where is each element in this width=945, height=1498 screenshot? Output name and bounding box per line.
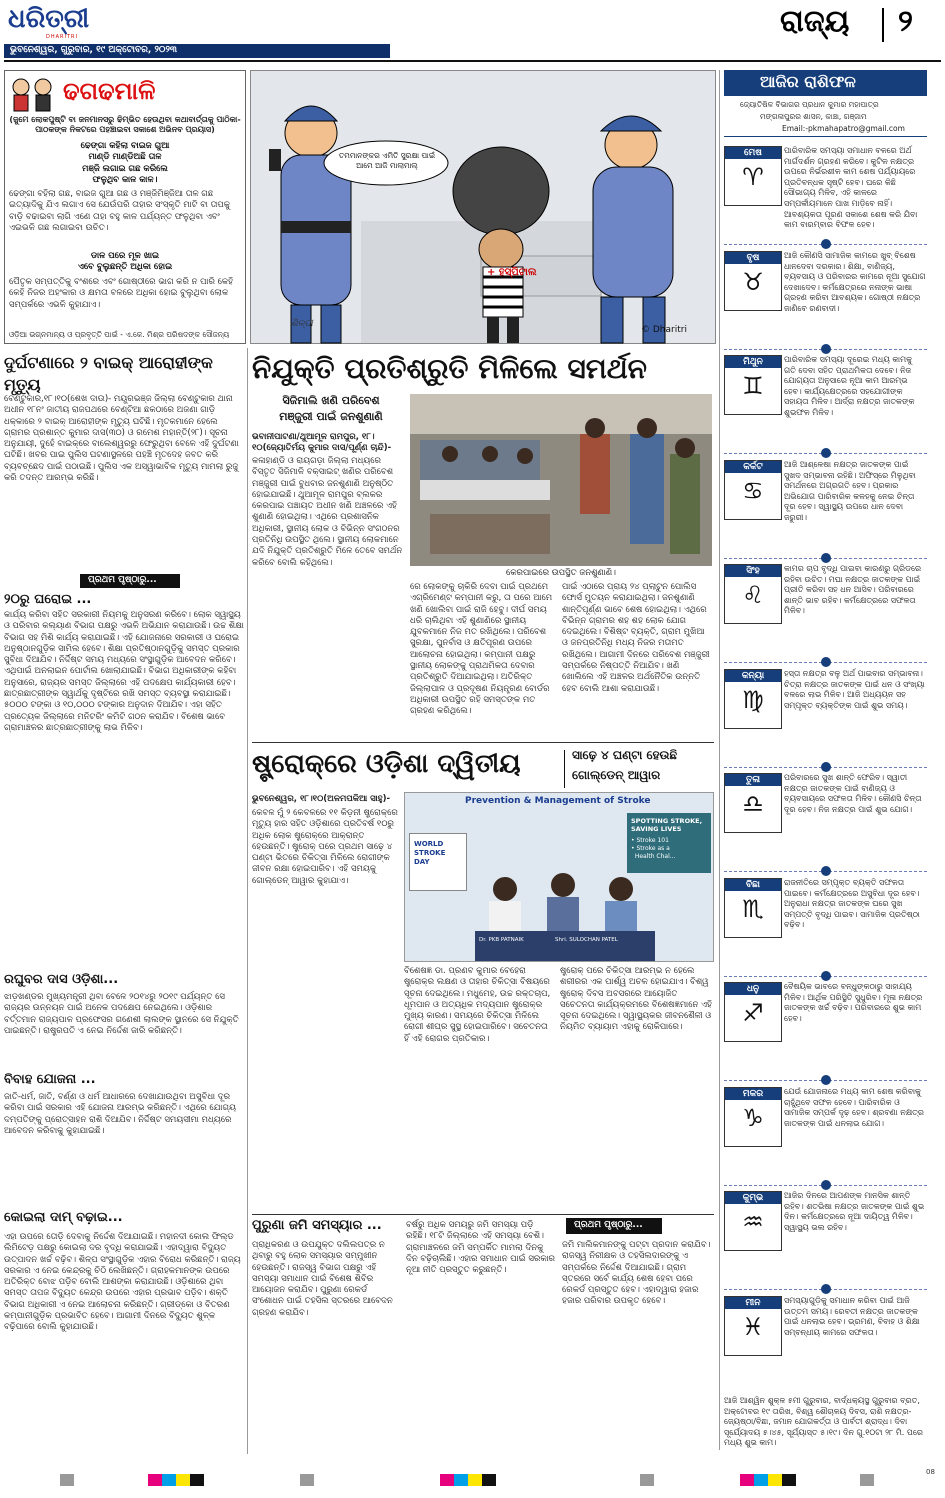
- rashi-name: ମୀନ: [725, 1297, 781, 1309]
- separator-dot-icon: [821, 239, 831, 249]
- stroke-body-col1: ବିଶେଷଜ୍ଞ ଡା. ପ୍ରଣବ କୁମାର ବେହେରା ଷ୍ଟ୍ରୋକ୍‌ର ଲକ୍ଷଣ ଓ ତାହାର ଚିକିତ୍ସା ବିଷୟରେ ସୂଚନା ଦେଇଥିଲେ। ମଧୁମେହ, ଉଚ୍ଚ ରକ୍ତଚାପ, ଧୂମପାନ ଓ ଅତ୍ୟଧିକ ମଦ୍ୟପାନ ଷ୍ଟ୍ରୋକ୍‌ର ମୁଖ୍ୟ କାରଣ। ସମୟରେ ଚିକିତ୍ସା ମିଳିଲେ ରୋଗୀ ଶୀଘ୍ର ସୁସ୍ଥ ହୋଇପାରିବେ। ସଚେତନତା ହିଁ ଏହି ରୋଗର ପ୍ରତିକାର।: [404, 966, 553, 1044]
- rashi-row: [724, 460, 927, 556]
- zodiac-icon: ♐: [742, 999, 764, 1027]
- accident-headline: ଦୁର୍ଘଟଣାରେ ୨ ବାଇକ୍ ଆରୋହୀଙ୍କ ମୃତ୍ୟୁ: [4, 353, 213, 394]
- rashi-badge: [724, 146, 782, 206]
- two-men-illustration: [9, 75, 57, 113]
- continued-kicker: ପ୍ରଥମ ପୃଷ୍ଠାରୁ...: [88, 575, 157, 585]
- separator-dot-icon: [821, 1180, 831, 1190]
- continued-heading-4: କୋଇଲା ଦାମ୍ ବଢ଼ାଇ...: [4, 1210, 123, 1225]
- rashi-forecast: ବୈଷୟିକ ଭାବରେ ବନ୍ଧୁଙ୍କଠାରୁ ସାହାଯ୍ୟ ମିଳିବ। ଆର୍ଥିକ ପରିସ୍ଥିତି ସୁଧୁରିବ। ମୂଳା ନକ୍ଷତ୍ର ଜାତକଙ୍କ ଖର୍ଚ୍ଚ ବଢ଼ିବ। ପରିବାରରେ ଶୁଭ କାମ ହେବ।: [784, 982, 925, 1023]
- stroke-body-col2: ଷ୍ଟ୍ରୋକ୍ ପରେ ଚିକିତ୍ସା ଆରମ୍ଭ ନ ହେଲେ ଶରୀରର ଏକ ପାର୍ଶ୍ୱ ଅଚଳ ହୋଇଯାଏ। ବିଶ୍ୱ ଷ୍ଟ୍ରୋକ୍ ଦିବସ ଅବସରରେ ଆୟୋଜିତ ସଚେତନତା କାର୍ଯ୍ୟକ୍ରମରେ ବିଶେଷଜ୍ଞମାନେ ଏହି ସୂଚନା ଦେଇଥିଲେ। ସ୍ୱାସ୍ଥ୍ୟକର ଜୀବନଶୈଳୀ ଓ ନିୟମିତ ବ୍ୟାୟାମ ଏହାକୁ ରୋକିପାରେ।: [560, 966, 715, 1033]
- rashi-forecast: ଆଜି ଆଶ୍ଳେଷା ନକ୍ଷତ୍ର ଜାତକଙ୍କ ପାଇଁ ସୁଖଦ ସମ୍ଭାବନା ରହିଛି। ଅଫିସ୍‌ରେ ମିଳୁଥିବା ସମର୍ଥନରେ ଅଗ୍ରଗତି ହେବ। ପ୍ରକାର ଅଭିଯୋଗ ପାରିବାରିକ କଳହକୁ ନେଇ ଚିନ୍ତା ଦୂର ହେବ। ସ୍ୱାସ୍ଥ୍ୟ ଉପରେ ଧାନ ଦେବା ଜରୁରୀ।: [784, 460, 919, 522]
- rashi-row: [724, 878, 927, 974]
- rashi-badge: [724, 1191, 782, 1251]
- rashi-forecast: ଆଜି କୌଣସି ସାମାଜିକ କାମରେ ଖୁବ୍ ବିଶେଷ ଧାନଦେବା ଦରକାର। ଶିକ୍ଷା, ବାଣିଜ୍ୟ, ବ୍ୟବସାୟ ଓ ପରିବାରର କାମରେ ନୂଆ ସୁଯୋଗ ଦେଖାଦେବ। କର୍ମକ୍ଷେତ୍ରରେ ନନାଙ୍କ ଭାଷା ଗ୍ରହଣ କରିବା ଆବଶ୍ୟକ। ଗୋଷ୍ଠୀ ନକ୍ଷତ୍ର ଜାଣିବେ ରଣବାଦୀ।: [784, 251, 929, 313]
- zodiac-icon: ♓: [742, 1313, 764, 1341]
- section-name: ରାଜ୍ୟ: [780, 4, 850, 39]
- stroke-dateline: ଭୁବନେଶ୍ୱର, ୧୮।୧୦(ଅଳମପକିଆ ସାହୁ)-: [252, 794, 391, 804]
- continued-kicker-bar: [80, 574, 180, 588]
- masthead-rule: [4, 60, 941, 62]
- public-hearing-photo: [410, 394, 712, 566]
- zodiac-icon: ♏: [742, 895, 764, 923]
- lead-subhead-1: ସିଜିମାଲି ଖଣି ପରିବେଶ: [282, 394, 380, 407]
- rashi-forecast: ହସ୍ତା ନକ୍ଷତ୍ର ବଳୁ ଅର୍ଥ ପାଇବାର ସମ୍ଭାବନା। ଚିତ୍ରା ନକ୍ଷତ୍ର ଜାତକଙ୍କ ପାଇଁ ଧନ ଓ ସଂଖ୍ୟା ବଳରେ ଲାଭ ମିଳିବ। ଆଜି ଅଧ୍ୟୟନ ସହ ସମ୍ପୃକ୍ତ ବ୍ୟକ୍ତିଙ୍କ ପାଇଁ ଶୁଭ ସମୟ।: [784, 669, 928, 710]
- column-divider: [719, 70, 720, 1450]
- panel-speakers-drawing: [405, 793, 713, 961]
- astrologer-email: Email:-pkmahapatro@gmail.com: [782, 124, 905, 133]
- rashi-forecast: ଆଜିର ଦିନରେ ଆପଣଙ୍କ ମାନସିକ ଶାନ୍ତି ରହିବ। ଶତଭିଷା ନକ୍ଷତ୍ର ଜାତକଙ୍କ ପାଇଁ ଶୁଭ ଦିନ। କର୍ମକ୍ଷେତ୍ରରେ ନୂଆ ଦାୟିତ୍ୱ ମିଳିବ। ସ୍ୱାସ୍ଥ୍ୟ ଭଲ ରହିବ।: [784, 1191, 927, 1232]
- rashi-name: କୁମ୍ଭ: [725, 1192, 781, 1204]
- rashifal-divider: [724, 136, 927, 137]
- rashi-row: [724, 146, 927, 242]
- logo-text: ଧରିତ୍ରୀ: [8, 4, 90, 34]
- stroke-bottom-rule: [252, 1214, 714, 1215]
- rashi-badge: [724, 1087, 782, 1147]
- dateline: ଭୁବନେଶ୍ୱର, ଗୁରୁବାର, ୧୯ ଅକ୍ଟୋବର, ୨୦୨୩: [10, 45, 178, 55]
- stroke-body-top: କେବଳ ମୁଁ ୨ କେବଳରେ ୧୧ କିଡ଼ନୀ ଷ୍ଟ୍ରୋକ୍‌ରେ ମୃତ୍ୟୁ ହାର ସହିତ ଓଡ଼ିଶାରେ ପ୍ରତିବର୍ଷ ୧୦ରୁ ଅଧିକ ଲୋକ ଷ୍ଟ୍ରୋକ୍‌ରେ ଆକ୍ରାନ୍ତ ହେଉଛନ୍ତି। ଷ୍ଟ୍ରୋକ୍ ପରେ ପ୍ରଥମ ସାଢ଼େ ୪ ଘଣ୍ଟା ଭିତରେ ଚିକିତ୍ସା ମିଳିଲେ ରୋଗୀଙ୍କ ଜୀବନ ରକ୍ଷା ହୋଇପାରିବ। ଏହି ସମୟକୁ ଗୋଲ୍‌ଡେନ୍ ଆୱାର କୁହାଯାଏ।: [252, 808, 401, 886]
- stroke-subhead-divider: [564, 750, 565, 788]
- continued-body-1: କାର୍ଯ୍ୟ କରିବା ସହିତ ସରକାରୀ ନିୟମକୁ ଅନୁସରଣ କରିବେ। ଲୋକ ସ୍ୱାସ୍ଥ୍ୟ ଓ ପରିବାର କଲ୍ୟାଣ ବିଭାଗ ପକ୍ଷରୁ ଏଭଳି ଅଭିଯାନ କରାଯାଉଛି। ଉଚ୍ଚ ଶିକ୍ଷା ବିଭାଗ ସହ ମିଶି କାର୍ଯ୍ୟ କରାଯାଇଛି। ଏହି ଯୋଜନାରେ ସରକାରୀ ଓ ଘରୋଇ ଅନୁଷ୍ଠାନଗୁଡ଼ିକ ସାମିଲ ହେବେ। ଶିକ୍ଷା ପ୍ରତିଷ୍ଠାନଗୁଡ଼ିକୁ ସମସ୍ତ ପ୍ରକାର ସୁବିଧା ଦିଆଯିବ। ନିର୍ଦ୍ଦିଷ୍ଟ ସମୟ ମଧ୍ୟରେ ସଂସ୍ଥାଗୁଡ଼ିକ ଆବେଦନ କରିବେ। ଏଥିପାଇଁ ଅନଲାଇନ ପୋର୍ଟାଲ ଖୋଲାଯାଇଛି। ବିଭାଗ ଅଧିକାରୀଙ୍କ କହିବା ଅନୁସାରେ, ରାଜ୍ୟର ସମସ୍ତ ଜିଲ୍ଲାରେ ଏହି ପଦକ୍ଷେପ କାର୍ଯ୍ୟକାରୀ ହେବ। ଛାତ୍ରଛାତ୍ରୀଙ୍କ ସ୍ୱାର୍ଥକୁ ଦୃଷ୍ଟିରେ ରଖି ସମସ୍ତ ବ୍ୟବସ୍ଥା କରାଯାଇଛି। ୫୦୦୦ ଟଙ୍କା ଓ ୧୦,୦୦୦ ଟଙ୍କାର ଅନୁଦାନ ଦିଆଯିବ। ଏହା ସହିତ ପ୍ରତ୍ୟେକ ଜିଲ୍ଲାରେ ମନିଟରିଂ କମିଟି ଗଠନ କରାଯିବ। ବିଶେଷ ଭାବେ ଗ୍ରାମାଞ୍ଚଳର ଛାତ୍ରଛାତ୍ରୀଙ୍କୁ ଲାଭ ମିଳିବ।: [4, 610, 247, 733]
- stroke-headline: ଷ୍ଟ୍ରୋକ୍‌ରେ ଓଡ଼ିଶା ଦ୍ୱିତୀୟ: [252, 749, 521, 779]
- speaker-name-2: Shri. SULOCHAN PATEL: [555, 937, 618, 943]
- zodiac-icon: ♌: [742, 581, 764, 609]
- rashi-forecast: ପରିବାରରେ ସୁଖ ଶାନ୍ତି ଫେରିବ। ସ୍ୱାତୀ ନକ୍ଷତ୍ର ଜାତକଙ୍କ ପାଇଁ ବାଣିଜ୍ୟ ଓ ବ୍ୟବସାୟରେ ସଫଳତା ମିଳିବ। କୌଣସି ଚିନ୍ତା ଦୂର ହେବ। ନିଜ ନକ୍ଷତ୍ର ପାଇଁ ଶୁଭ ଯୋଗ।: [784, 773, 925, 814]
- speech-bubble-text: ତମମାନଙ୍କର ଏମିତି ସୁରକ୍ଷା ପାଇଁ ଆମେ ଆଜି ମାଲାମାଲ୍: [338, 151, 438, 170]
- rashi-forecast: ରାଜନୀତିରେ ସମ୍ପୃକ୍ତ ବ୍ୟକ୍ତି ସଫଳତା ପାଇବେ। କର୍ମକ୍ଷେତ୍ରରେ ଅସୁବିଧା ଦୂର ହେବ। ଅନୁରାଧା ନକ୍ଷତ୍ର ଜାତକଙ୍କ ଘରେ ସୁଖ ସମ୍ପତ୍ତି ବୃଦ୍ଧି ପାଇବ। ସାମାଜିକ ପ୍ରତିଷ୍ଠା ବଢ଼ିବ।: [784, 878, 923, 930]
- column-intro: (ଜୁମେ ଲୋକପୁଷ୍ଟି ବା ଜନମାନସରୁ ଢିମ୍ଭିତ ହେଉଥିବା କଥାବାର୍ତ୍ତାକୁ ପାଠିକା-ପାଠକଙ୍କ ନିକଟରେ ପହଞ୍ଚାଇବା ସକାଶେ ଅଭିନବ ପ୍ରୟାସ): [9, 115, 241, 134]
- rashi-row: [724, 564, 927, 660]
- editorial-cartoon: [250, 70, 716, 344]
- rashi-badge: [724, 669, 782, 729]
- zodiac-icon: ♒: [742, 1208, 764, 1236]
- rashi-row: [724, 982, 927, 1078]
- rashi-name: କର୍କଟ: [725, 461, 781, 473]
- lead-bottom-rule: [252, 742, 714, 743]
- land-kicker-bar: [566, 1218, 662, 1234]
- verse-two: ଡାଳ ପରେ ମୂଳ ଖାଇ ଏବେ ବୁଲୁଛନ୍ତି ଅଧିକା ହୋଇ: [77, 251, 173, 273]
- masthead-divider: [882, 8, 884, 42]
- land-body-col3: ଜମି ମାଲିକମାନଙ୍କୁ ପଟ୍ଟା ପ୍ରଦାନ କରାଯିବ। ରାଜସ୍ୱ ନିରୀକ୍ଷକ ଓ ତହସିଲଦାରଙ୍କୁ ଏ ସମ୍ପର୍କରେ ନିର୍ଦ୍ଦେଶ ଦିଆଯାଇଛି। ଗ୍ରାମ ସ୍ତରରେ ସର୍ବେ କାର୍ଯ୍ୟ ଶେଷ ହେବା ପରେ ରେକର୍ଡ ପ୍ରସ୍ତୁତ ହେବ। ଏହାଦ୍ୱାରା ହଜାର ହଜାର ପରିବାର ଉପକୃତ ହେବେ।: [562, 1240, 714, 1307]
- separator-dot-icon: [821, 1075, 831, 1085]
- zodiac-icon: ♑: [742, 1104, 764, 1132]
- cartoon-drawing: [251, 71, 715, 343]
- rashi-forecast: କାମର ଚାପ ବୃଦ୍ଧି ପାଇବା କାରଣରୁ ଗ୍ରିଡରେ ରହିବା ଉଚିତ। ମଘା ନକ୍ଷତ୍ର ଜାତକଙ୍କ ପାଇଁ ପ୍ରୀତି କରିବା ସହ ଧନ ଆସିବ। ପରିବାରରେ ଶାନ୍ତି ଭାବ ରହିବ। କର୍ମକ୍ଷେତ୍ରରେ ସଫଳତା ମିଳିବ।: [784, 564, 924, 616]
- rashifal-title: ଆଜିର ରାଶିଫଳ: [760, 72, 856, 91]
- lead-photo-caption: କେରପାଇରେ ଉପସ୍ଥିତ ଜନଶୁଣାଣି।: [505, 568, 617, 578]
- rashi-badge: [724, 982, 782, 1042]
- separator-dot-icon: [821, 553, 831, 563]
- lead-body-col1: କଳାହାଣ୍ଡି ଓ ରାୟଗଡ଼ା ଜିଲ୍ଲା ମଧ୍ୟରେ ବିସ୍ତୃତ ସିଜିମାଳି ବକ୍ସାଇଟ୍ ଖଣିର ପରିବେଶ ମଞ୍ଜୁରୀ ପାଇଁ ବୁଧବାର ଜନଶୁଣାଣି ଅନୁଷ୍ଠିତ ହୋଇଯାଇଛି। ଥୁଆମୂଳ ରାମପୁର ବ୍ଲକର କେରପାଇ ପଞ୍ଚାୟତ ଅଧୀନ ଖଣି ଅଞ୍ଚଳରେ ଏହି ଶୁଣାଣି ହୋଇଥିଲା। ଏଥିରେ ପ୍ରଶାସନିକ ଅଧିକାରୀ, ସ୍ଥାନୀୟ ଲୋକ ଓ ବିଭିନ୍ନ ସଂଗଠନର ପ୍ରତିନିଧି ଉପସ୍ଥିତ ଥିଲେ। ସ୍ଥାନୀୟ ଲୋକମାନେ ଯଦି ନିଯୁକ୍ତି ପ୍ରତିଶ୍ରୁତି ମିଳେ ତେବେ ସମର୍ଥନ କରିବେ ବୋଲି କହିଥିଲେ।: [252, 456, 405, 568]
- land-body-col2: ବର୍ଷରୁ ଅଧିକ ସମୟରୁ ଜମି ସମସ୍ୟା ପଡ଼ି ରହିଛି। ୧୮ଟି ଜିଲ୍ଲାରେ ଏହି ସମସ୍ୟା ବେଶି। ଗ୍ରାମାଞ୍ଚଳରେ ଜମି ସମ୍ପର୍କିତ ମାମଲା ଦିନକୁ ଦିନ ବଢ଼ିଚାଲିଛି। ଏହାର ସମାଧାନ ପାଇଁ ସରକାର ନୂଆ ନୀତି ପ୍ରସ୍ତୁତ କରୁଛନ୍ତି।: [406, 1220, 558, 1276]
- lead-body-col3: ପାଇଁ ଏଠାରେ ପ୍ରାୟ ୨୪ ପ୍ଲାଟୁନ ପୋଲିସ ଫୋର୍ସ ମୁତୟନ କରାଯାଇଥିଲା। ଜନଶୁଣାଣି ଶାନ୍ତିପୂର୍ଣ୍ଣ ଭାବେ ଶେଷ ହୋଇଥିଲା। ଏଥିରେ ବିଭିନ୍ନ ଗ୍ରାମର ଶହ ଶହ ଲୋକ ଯୋଗ ଦେଇଥିଲେ। ବିଶିଷ୍ଟ ବ୍ୟକ୍ତି, ଗ୍ରାମ ମୁଖିଆ ଓ ଜନପ୍ରତିନିଧି ମଧ୍ୟ ନିଜର ମତାମତ ରଖିଥିଲେ। ଆଗାମୀ ଦିନରେ ପରିବେଶ ମଞ୍ଜୁରୀ ସମ୍ପର୍କରେ ନିଷ୍ପତ୍ତି ନିଆଯିବ। ଖଣି ଖୋଲିଲେ ଏହି ଅଞ୍ଚଳର ଅର୍ଥନୈତିକ ଉନ୍ନତି ହେବ ବୋଲି ଆଶା କରାଯାଉଛି।: [562, 582, 713, 694]
- rashi-row: [724, 773, 927, 869]
- stroke-board-list: • Stroke 101 • Stroke as a Health Chal...: [631, 837, 676, 860]
- print-registration-bar: [0, 1466, 945, 1496]
- rashi-forecast: ଯେଉଁ ଯୋଜନାରେ ମଧ୍ୟ କାମ ଶେଷ କରିବାକୁ ଚାହୁଁଥିବେ ସଫଳ ହେବେ। ପାରିବାରିକ ଓ ସାମାଜିକ ସମ୍ପର୍କ ଦୃଢ଼ ହେବ। ଶ୍ରବଣା ନକ୍ଷତ୍ର ଜାତକଙ୍କ ପାଇଁ ଧନଲାଭ ଯୋଗ।: [784, 1087, 927, 1128]
- rashi-name: କନ୍ୟା: [725, 670, 781, 682]
- speaker-name-1: Dr. PKB PATNAIK: [479, 937, 524, 943]
- rashi-row: [724, 355, 927, 451]
- logo-subtext: DHARITRI: [46, 34, 78, 40]
- continued-heading-2: ରଘୁବର ଦାସ ଓଡ଼ିଶା...: [4, 972, 119, 987]
- dateline-bar: [4, 44, 390, 58]
- cartoonist-signature: ଶିଳ୍ପୀ: [291, 319, 313, 329]
- explanation-one: ଢେଙ୍ଗା ବହିଲା ଗଛ, ବାଇଜ ଗୁଆ ଗଛ ଓ ମଞ୍ଜିମିଞ୍ଜିଆ ତାଳ ଗଛ ଇତ୍ୟାଦିକୁ ଯିଏ ଲଗାଏ ସେ ଯେଉଁପରି ତାହାର ସଂସ୍କୃତି ମାଟି ବା ତାପକୁ ବାଡ଼ି ବଢାଇବା ଲାଗି ଏଣେ ତାହା ବହୁ କାଳ ପର୍ଯ୍ୟନ୍ତ ଫଳୁଥିବା ଏବଂ ଏଇଭଳି ଗଛ ଲଗାଇବା ଉଚିତ।: [9, 189, 233, 233]
- land-heading: ପୁରୁଣା ଜମି ସମସ୍ୟାର ...: [252, 1218, 382, 1233]
- rashi-forecast: ସମସ୍ୟାଗୁଡ଼ିକୁ ସମାଧାନ କରିବା ପାଇଁ ଆଜି ଉତ୍ତମ ସମୟ। ରେବତୀ ନକ୍ଷତ୍ର ଜାତକଙ୍କ ପାଇଁ ଧନଲାଭ ହେବ। ଭ୍ରମଣ, ବିବାହ ଓ ଶିକ୍ଷା ସମ୍ବନ୍ଧୀୟ କାମରେ ସଫଳତା।: [784, 1296, 923, 1337]
- zodiac-icon: ♊: [742, 372, 764, 400]
- verse-one: ଢେଙ୍ଗା କହିଲା ବାଇଜ ଗୁଆ ମାଣ୍ଡି ମାଣ୍ଡିଅଛି ତାଳ ମଞ୍ଜି ଲଗାଇ ଗଛ କରିଲେ ଫଳୁଥିବ କାଳ କାଳ।: [80, 141, 170, 185]
- rashi-name: ଧନୁ: [725, 983, 781, 995]
- continued-body-4: ଏହା ଉପରେ ତୋଡ଼ି ଦେବାକୁ ନିର୍ଦ୍ଦେଶ ଦିଆଯାଇଛି। ମହାନଦୀ କୋଲ ଫିଲ୍ଡ ଲିମିଟେଡ଼ ପକ୍ଷରୁ କୋଇଲା ଦର ବୃଦ୍ଧି କରାଯାଇଛି। ଏହାଦ୍ୱାରା ବିଦ୍ୟୁତ ଉତ୍ପାଦନ ଖର୍ଚ୍ଚ ବଢ଼ିବ। ଶିଳ୍ପ ସଂସ୍ଥାଗୁଡ଼ିକ ଏହାର ବିରୋଧ କରିଛନ୍ତି। ରାଜ୍ୟ ସରକାର ଏ ନେଇ କେନ୍ଦ୍ରକୁ ଚିଠି ଲେଖିଛନ୍ତି। ଗ୍ରାହକମାନଙ୍କ ଉପରେ ଅତିରିକ୍ତ ବୋଝ ପଡ଼ିବ ବୋଲି ଆଶଙ୍କା କରାଯାଉଛି। ଓଡ଼ିଶାରେ ଥିବା ସମସ୍ତ ତାପଜ ବିଦ୍ୟୁତ କେନ୍ଦ୍ର ଉପରେ ଏହାର ପ୍ରଭାବ ପଡ଼ିବ। ଶକ୍ତି ବିଭାଗ ଅଧିକାରୀ ଏ ନେଇ ଆଲୋଚନା କରିଛନ୍ତି। ଗ୍ରୀଡ୍‌କୋ ଓ ବିତରଣ କମ୍ପାନୀଗୁଡ଼ିକ ପ୍ରଭାବିତ ହେବେ। ଆଗାମୀ ଦିନରେ ବିଦ୍ୟୁତ ଶୁଳ୍କ ବଢ଼ିପାରେ ବୋଲି କୁହାଯାଉଛି।: [4, 1232, 244, 1333]
- astrologer-address: ମଙ୍ଗଳାପୁରର ଶାସନ, କାଞ୍ଚା, ଗଞ୍ଜାମ: [760, 112, 867, 121]
- world-stroke-day-text: WORLD STROKE DAY: [414, 840, 446, 866]
- rashi-name: ତୁଳା: [725, 774, 781, 786]
- continued-body-3: ଜାତି-ଧର୍ମ, ଜାତି, ବର୍ଣ୍ଣ ଓ ଧର୍ମ ଆଧାରରେ ଦେଖାଯାଉଥିବା ଅସୁବିଧା ଦୂର କରିବା ପାଇଁ ସରକାର ଏହି ଯୋଜନା ଆରମ୍ଭ କରିଛନ୍ତି। ଏଥିରେ ଯୋଗ୍ୟ ଦମ୍ପତିଙ୍କୁ ପ୍ରୋତ୍ସାହନ ରାଶି ଦିଆଯିବ। ନିର୍ଦ୍ଦିଷ୍ଟ ସମୟସୀମା ମଧ୍ୟରେ ଆବେଦନ କରିବାକୁ କୁହାଯାଇଛି।: [4, 1092, 239, 1136]
- rashi-badge: [724, 773, 782, 833]
- zodiac-icon: ♍: [742, 686, 764, 714]
- rashi-badge: [724, 355, 782, 415]
- rashi-row: [724, 1087, 927, 1183]
- rashi-row: [724, 251, 927, 347]
- footer-page-number: 08: [926, 1468, 935, 1476]
- rashi-row: [724, 1191, 927, 1287]
- accident-body: ବେଣ୍ଟୁକାର,୧୮।୧୦(ଶେଖ ଦାଉ)- ମୟୂରଭଞ୍ଜ ଜିଲ୍ଲା ବେଣ୍ଟୁକାର ଥାନା ଅଧୀନ ୧୮ନଂ ଜାତୀୟ ରାଜପଥରେ ବେଣ୍ଟିଆ ଛକଠାରେ ଅଜଣା ଗାଡ଼ି ଧକ୍କାରେ ୨ ବାଇକ୍ ଆରୋହୀଙ୍କ ମୃତ୍ୟୁ ଘଟିଛି। ମୃତକମାନେ ହେଲେ ଗ୍ରାମର ପ୍ରଶାନ୍ତ କୁମାର ଦାସ(୩୦) ଓ ରମେଶ ମହାନ୍ତି(୨୮)। ସୂଚନା ଅନୁଯାୟୀ, ଦୁହେଁ ବାଇକ୍‌ରେ ବାଲେଶ୍ୱରରୁ ଫେରୁଥିବା ବେଳେ ଏହି ଦୁର୍ଘଟଣା ଘଟିଛି। ଖବର ପାଇ ପୁଲିସ ଘଟଣାସ୍ଥଳରେ ପହଞ୍ଚି ମୃତଦେହ ଜବତ କରି ବ୍ୟବଚ୍ଛେଦ ପାଇଁ ପଠାଇଛି। ପୁଲିସ ଏକ ଅସ୍ୱାଭାବିକ ମୃତ୍ୟୁ ମାମଲା ରୁଜୁ କରି ତଦନ୍ତ ଆରମ୍ଭ କରିଛି।: [4, 394, 242, 484]
- rashi-badge: [724, 1296, 782, 1356]
- left-column-divider: [247, 348, 248, 1454]
- stroke-subhead-1: ସାଢ଼େ ୪ ଘଣ୍ଟା ହେଉଛି: [572, 748, 678, 762]
- dharitri-logo[interactable]: [8, 4, 88, 40]
- rashi-name: ବୃଷ: [725, 252, 781, 264]
- zodiac-icon: ♋: [742, 477, 764, 505]
- continued-heading-1: ୨୦ରୁ ଘରୋଇ ...: [4, 592, 92, 607]
- cartoon-copyright: © Dharitri: [641, 325, 687, 335]
- lead-dateline: ଭବାନୀପାଟଣା/ଥୁଆମୂଳ ରାମପୁର, ୧୮।୧୦(ଜ୍ୟୋତିର୍ମୟ କୁମାର ଦାସ/ପୂର୍ଣ୍ଣ ଚାନ୍ଦି)-: [252, 432, 392, 454]
- continued-heading-3: ବିବାହ ଯୋଜନା ...: [4, 1072, 96, 1087]
- rashi-name: ବିଛା: [725, 879, 781, 891]
- column-credit: ଓଡ଼ିଆ ଭଗ୍ନମାନ୍ୟ ଓ ପ୍ରବୃତ୍ତି ପାଇଁ - ଏ.କେ. ମିଶ୍ର ପରିଷଦଙ୍କ ସୌଜନ୍ୟ: [9, 330, 230, 339]
- hospital-sign: + ହସ୍ପିଟାଲ: [487, 267, 537, 278]
- rashi-badge: [724, 460, 782, 520]
- stroke-subhead-2: ଗୋଲ୍‌ଡେନ୍ ଆୱାର: [572, 768, 661, 782]
- lead-subhead-2: ମଞ୍ଜୁରୀ ପାଇଁ ଜନଶୁଣାଣି: [279, 410, 383, 423]
- panjika-footer: ଆଜି ଆଶ୍ୱିନ ଶୁକ୍ଳ ୫ମୀ ଗୁରୁବାର, ବାର୍ଦ୍ଧକ୍ୟସ୍ଥ ଗୁରୁବାର ବ୍ରତ, ଅକ୍ଟୋବର ୧୯ ତାରିଖ, ବିଶ୍ୱ ଶୌଚାଳୟ ଦିବସ, ରାଶି ନକ୍ଷତ୍ର- ଜ୍ୟେଷ୍ଠା/ବିଛା, ଜମାନ ଯୋଗକର୍ତ୍ତା ଓ ପାର୍ବତୀ ଶ୍ରାଦ୍ଧ। ଦିବା ସୂର୍ଯ୍ୟୋଦୟ ୫।୪୫, ସୂର୍ଯ୍ୟାସ୍ତ ୫।୧୯। ଦିନ ଗୁ.୧୦ଟା ୨୮ ମି. ପରେ ମଧ୍ୟ ଶୁଭ କାମ।: [724, 1396, 926, 1448]
- rashi-row: [724, 1296, 927, 1392]
- rashi-forecast: ପାରିବାରିକ ସମସ୍ୟା ସମାଧାନ ବଳରେ ଅର୍ଥ ମାର୍ଗଦର୍ଶନ ଗ୍ରହଣ କରିବେ। କୁଟିଳ ନକ୍ଷତ୍ର ଉପରେ ନିର୍ଭରଶୀଳ କାମ ଶେଷ ପର୍ଯ୍ୟାୟରେ ପ୍ରତିବନ୍ଧକ ସୃଷ୍ଟି ହେବ। ଘରେ କିଛି ସୌଭାଗ୍ୟ ମିଳିବ, ଏହି କାଳରେ ସମ୍ପର୍କୀୟମାନେ ପାଖ ମାଡ଼ିବେ ନାହିଁ। ଆବଶ୍ୟକତା ପୂରଣ ସକାଶେ ଶେଷ କରି ଯିବା କାମ ବାରମ୍ବାର ବିଫଳ ହେବ।: [784, 146, 920, 230]
- masthead: [0, 0, 945, 64]
- separator-dot-icon: [821, 657, 831, 667]
- rashi-row: [724, 669, 927, 765]
- rashi-name: ସିଂହ: [725, 565, 781, 577]
- separator-dot-icon: [821, 762, 831, 772]
- page-number-top: ୨: [898, 4, 913, 39]
- stroke-banner-text: Prevention & Management of Stroke: [465, 796, 651, 806]
- continued-body-2: ଝାଡ଼ଖଣ୍ଡର ମୁଖ୍ୟମନ୍ତ୍ରୀ ଥିବା ବେଳେ ୨୦୧୪ରୁ ୨୦୧୯ ପର୍ଯ୍ୟନ୍ତ ସେ ରାଜ୍ୟର ଉନ୍ନୟନ ପାଇଁ ଅନେକ ପଦକ୍ଷେପ ନେଇଥିଲେ। ଓଡ଼ିଶାର ବର୍ତ୍ତମାନ ରାଜ୍ୟପାଳ ପ୍ରଫେସର ଗଣେଶୀ ଲାଲଙ୍କ ସ୍ଥାନରେ ସେ ନିଯୁକ୍ତି ପାଇଛନ୍ତି। ରାଷ୍ଟ୍ରପତି ଏ ନେଇ ନିର୍ଦ୍ଦେଶ ଜାରି କରିଛନ୍ତି।: [4, 992, 242, 1036]
- lead-body-col2: ରେ ଲୋକଙ୍କୁ ଚାକିରି ଦେବା ପାଇଁ ପ୍ରଥମେ ଏଗ୍ରିମେଣ୍ଟ କମ୍ପାନୀ କରୁ, ତା ପରେ ଆମେ ଖଣି ଖୋଲିବା ପାଇଁ ରାଜି ହେବୁ। ଦୀର୍ଘ ସମୟ ଧରି ଚାଲିଥିବା ଏହି ଶୁଣାଣିରେ ସ୍ଥାନୀୟ ଯୁବକମାନେ ନିଜ ମତ ରଖିଥିଲେ। ପରିବେଶ ସୁରକ୍ଷା, ପୁନର୍ବାସ ଓ କ୍ଷତିପୂରଣ ଉପରେ ଆଲୋଚନା ହୋଇଥିଲା। କମ୍ପାନୀ ପକ୍ଷରୁ ସ୍ଥାନୀୟ ଲୋକଙ୍କୁ ପ୍ରାଥମିକତା ଦେବାର ପ୍ରତିଶ୍ରୁତି ଦିଆଯାଇଥିଲା। ଅତିରିକ୍ତ ଜିଲ୍ଲାପାଳ ଓ ପ୍ରଦୂଷଣ ନିୟନ୍ତ୍ରଣ ବୋର୍ଡର ଅଧିକାରୀ ଉପସ୍ଥିତ ରହି ସମସ୍ତଙ୍କ ମତ ଗ୍ରହଣ କରିଥିଲେ।: [410, 582, 555, 717]
- lead-headline: ନିଯୁକ୍ତି ପ୍ରତିଶ୍ରୁତି ମିଳିଲେ ସମର୍ଥନ: [252, 352, 647, 385]
- rashifal-header: [724, 70, 927, 96]
- zodiac-icon: ♈: [742, 163, 764, 191]
- zodiac-icon: ♉: [742, 268, 764, 296]
- rashi-name: ମିଥୁନ: [725, 356, 781, 368]
- rashi-name: ମକର: [725, 1088, 781, 1100]
- astrologer-name: ଜ୍ୟୋତିଷିଳ ବିଭାଗର ପ୍ରଧାନ କୁମାର ମହାପାତ୍ର: [740, 100, 879, 109]
- separator-dot-icon: [821, 448, 831, 458]
- rashi-badge: [724, 564, 782, 624]
- explanation-two: ପୈତୃକ ସମ୍ପତ୍ତିକୁ ବଂଶରେ ଏବଂ ଗୋଷ୍ଠୀରେ ଭାଗ କରି ନ ପାରି କେହି କେହି ନିଜର ଅହଂକାର ଓ କ୍ଷମତା ବଳରେ ଅଧିକା ହୋଇ ବୁଲୁଥିବା ଲୋକ ସମ୍ପର୍କରେ ଏଭଳି କୁହାଯାଏ।: [9, 277, 236, 310]
- separator-dot-icon: [821, 344, 831, 354]
- separator-dot-icon: [821, 1284, 831, 1294]
- land-kicker: ପ୍ରଥମ ପୃଷ୍ଠାରୁ...: [574, 1220, 643, 1230]
- rashi-badge: [724, 878, 782, 938]
- land-body-col1: ପ୍ରାଧିକରଣ ଓ ଉପଯୁକ୍ତ ଦଲିଲପତ୍ର ନ ଥିବାରୁ ବହୁ ଲୋକ ସମସ୍ୟାର ସମ୍ମୁଖୀନ ହେଉଛନ୍ତି। ରାଜସ୍ୱ ବିଭାଗ ପକ୍ଷରୁ ଏହି ସମସ୍ୟା ସମାଧାନ ପାଇଁ ବିଶେଷ ଶିବିର ଆୟୋଜନ କରାଯିବ। ପୁରୁଣା ରେକର୍ଡ ସଂଶୋଧନ ପାଇଁ ତହସିଲ ସ୍ତରରେ ଆବେଦନ ଗ୍ରହଣ କରାଯିବ।: [252, 1240, 396, 1318]
- column-title: ଢଗଢମାଳି: [63, 77, 156, 105]
- rashi-forecast: ପାରିବାରିକ ସମସ୍ୟା ଦୂରେଇ ମଧ୍ୟ କାମକୁ ଗତି ଦେବା ସହିତ ପ୍ରାଥମିକତା ଦେବେ। ନିଜ ଯୋଗ୍ୟତା ଅନୁସାରେ ନୂଆ କାମ ଆରମ୍ଭ ହେବ। କାର୍ଯ୍ୟକ୍ଷେତ୍ରରେ ସହଯୋଗୀଙ୍କ ସହାୟତା ମିଳିବ। ଆର୍ଦ୍ରା ନକ୍ଷତ୍ର ଜାତକଙ୍କ ଶୁଭଫଳ ମିଳିବ।: [784, 355, 918, 417]
- dhagadhamali-column: [4, 70, 246, 344]
- zodiac-icon: ♎: [742, 790, 764, 818]
- separator-dot-icon: [821, 971, 831, 981]
- stroke-board-heading: SPOTTING STROKE, SAVING LIVES: [631, 817, 703, 833]
- separator-dot-icon: [821, 866, 831, 876]
- rashi-badge: [724, 251, 782, 311]
- stroke-event-photo: [404, 792, 714, 962]
- rashi-name: ମେଷ: [725, 147, 781, 159]
